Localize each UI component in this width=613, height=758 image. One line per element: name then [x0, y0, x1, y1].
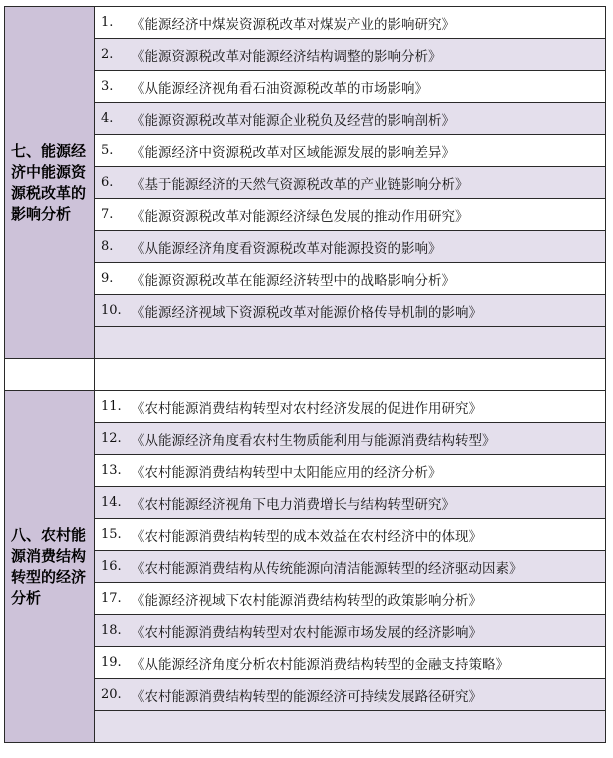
list-item	[95, 199, 606, 231]
item-title: 《能源资源税改革在能源经济转型中的战略影响分析》	[131, 272, 455, 289]
item-title: 《农村能源消费结构转型的成本效益在农村经济中的体现》	[131, 528, 482, 545]
item-number: 2.	[101, 47, 114, 62]
item-title: 《农村能源经济视角下电力消费增长与结构转型研究》	[131, 496, 455, 513]
item-number: 12.	[101, 431, 122, 446]
list-item	[95, 7, 606, 39]
table-row	[5, 423, 606, 455]
topic-table	[4, 6, 606, 743]
list-item	[95, 487, 606, 519]
table-row	[5, 487, 606, 519]
item-number: 10.	[101, 303, 122, 318]
item-number: 17.	[101, 591, 122, 606]
item-number: 5.	[101, 143, 114, 158]
topic-list-document	[4, 6, 605, 743]
item-title: 《能源经济视域下资源税改革对能源价格传导机制的影响》	[131, 304, 482, 321]
item-number: 18.	[101, 623, 122, 638]
table-row	[5, 583, 606, 615]
item-title: 《从能源经济角度看资源税改革对能源投资的影响》	[131, 240, 442, 257]
empty-cell	[95, 327, 606, 359]
gap-cell-left	[5, 359, 95, 391]
table-row	[5, 103, 606, 135]
item-title: 《能源资源税改革对能源企业税负及经营的影响剖析》	[131, 112, 455, 129]
list-item	[95, 135, 606, 167]
item-number: 13.	[101, 463, 122, 478]
list-item	[95, 71, 606, 103]
list-item	[95, 391, 606, 423]
item-title: 《从能源经济角度看农村生物质能利用与能源消费结构转型》	[131, 432, 496, 449]
item-number: 3.	[101, 79, 114, 94]
section-heading	[5, 391, 95, 743]
table-row	[5, 231, 606, 263]
table-row	[5, 263, 606, 295]
list-item	[95, 455, 606, 487]
item-title: 《能源经济中资源税改革对区域能源发展的影响差异》	[131, 144, 455, 161]
list-item	[95, 295, 606, 327]
item-title: 《基于能源经济的天然气资源税改革的产业链影响分析》	[131, 176, 469, 193]
item-title: 《农村能源消费结构转型对农村能源市场发展的经济影响》	[131, 624, 482, 641]
table-row	[5, 167, 606, 199]
section-title: 八、农村能源消费结构转型的经济分析	[11, 525, 87, 607]
item-title: 《从能源经济角度分析农村能源消费结构转型的金融支持策略》	[131, 656, 509, 673]
item-number: 16.	[101, 559, 122, 574]
table-row	[5, 7, 606, 39]
list-item	[95, 551, 606, 583]
item-number: 20.	[101, 687, 122, 702]
list-item	[95, 519, 606, 551]
table-row	[5, 647, 606, 679]
table-row	[5, 679, 606, 711]
item-number: 1.	[101, 15, 114, 30]
table-row	[5, 615, 606, 647]
list-item	[95, 263, 606, 295]
gap-cell-right	[95, 359, 606, 391]
item-number: 7.	[101, 207, 114, 222]
item-number: 9.	[101, 271, 114, 286]
item-number: 15.	[101, 527, 122, 542]
list-item	[95, 679, 606, 711]
table-row	[5, 135, 606, 167]
item-title: 《农村能源消费结构转型中太阳能应用的经济分析》	[131, 464, 442, 481]
list-item	[95, 231, 606, 263]
table-row	[5, 39, 606, 71]
section-gap-row	[5, 359, 606, 391]
item-number: 8.	[101, 239, 114, 254]
table-row	[5, 391, 606, 423]
item-number: 14.	[101, 495, 122, 510]
item-title: 《能源经济视域下农村能源消费结构转型的政策影响分析》	[131, 592, 482, 609]
list-item	[95, 103, 606, 135]
section-heading	[5, 7, 95, 359]
item-title: 《能源经济中煤炭资源税改革对煤炭产业的影响研究》	[131, 16, 455, 33]
empty-row	[5, 711, 606, 743]
item-number: 6.	[101, 175, 114, 190]
empty-row	[5, 327, 606, 359]
table-row	[5, 199, 606, 231]
item-title: 《农村能源消费结构转型对农村经济发展的促进作用研究》	[131, 400, 482, 417]
item-number: 4.	[101, 111, 114, 126]
section-title: 七、能源经济中能源资源税改革的影响分析	[11, 141, 87, 223]
list-item	[95, 615, 606, 647]
table-row	[5, 519, 606, 551]
item-title: 《能源资源税改革对能源经济结构调整的影响分析》	[131, 48, 442, 65]
list-item	[95, 583, 606, 615]
item-title: 《农村能源消费结构转型的能源经济可持续发展路径研究》	[131, 688, 482, 705]
list-item	[95, 39, 606, 71]
list-item	[95, 647, 606, 679]
item-title: 《从能源经济视角看石油资源税改革的市场影响》	[131, 80, 428, 97]
item-title: 《农村能源消费结构从传统能源向清洁能源转型的经济驱动因素》	[131, 560, 523, 577]
table-row	[5, 551, 606, 583]
item-number: 11.	[101, 399, 122, 414]
list-item	[95, 167, 606, 199]
list-item	[95, 423, 606, 455]
item-title: 《能源资源税改革对能源经济绿色发展的推动作用研究》	[131, 208, 469, 225]
table-row	[5, 71, 606, 103]
table-row	[5, 295, 606, 327]
item-number: 19.	[101, 655, 122, 670]
table-row	[5, 455, 606, 487]
empty-cell	[95, 711, 606, 743]
